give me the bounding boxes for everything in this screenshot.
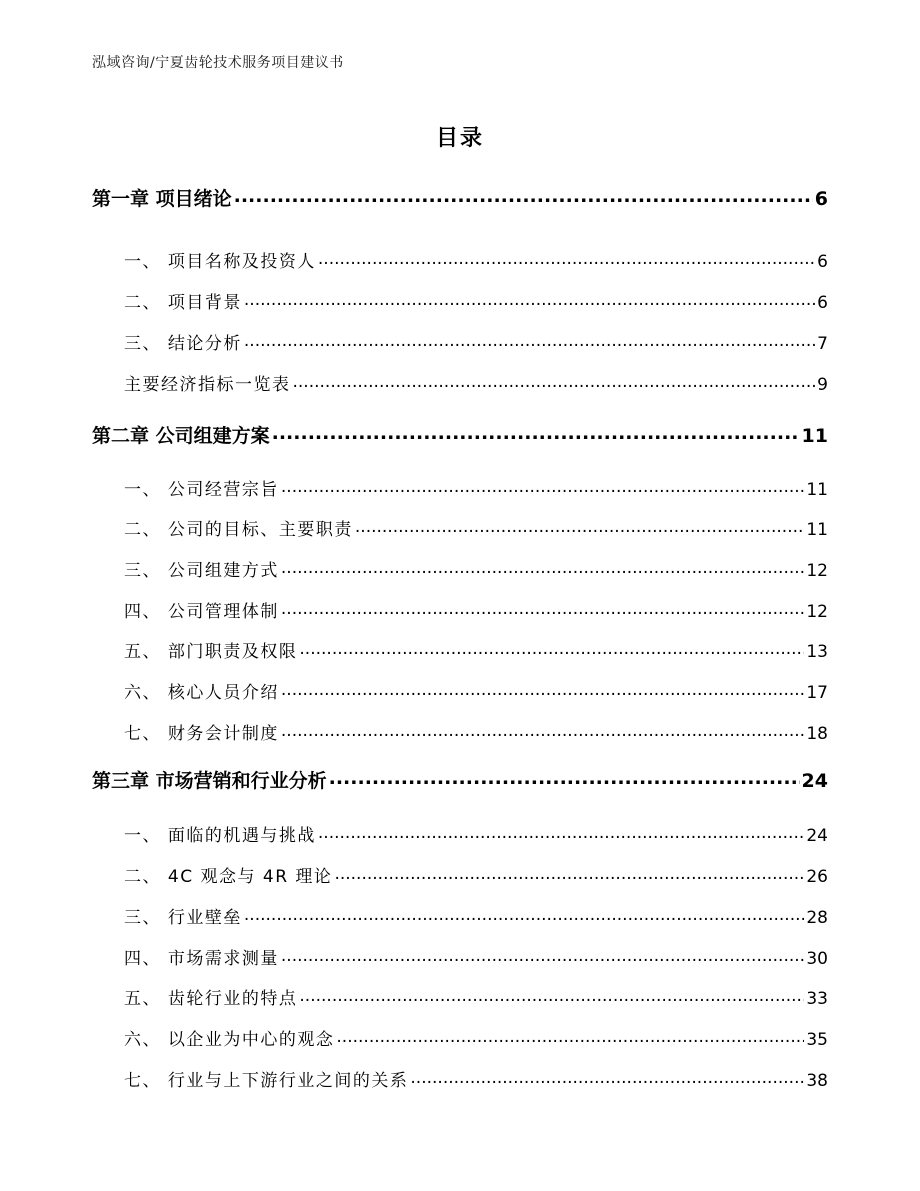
toc-entry-label: 主要经济指标一览表 [124,375,291,395]
toc-page-number: 30 [806,949,828,969]
toc-page-number: 17 [806,683,828,703]
toc-chapter-entry[interactable] [92,421,828,448]
toc-page-number: 26 [806,867,828,887]
toc-page-number: 6 [817,252,828,272]
toc-section-entry[interactable] [124,597,828,622]
toc-page-number: 11 [801,425,828,447]
running-header: 泓域咨询/宁夏齿轮技术服务项目建议书 [92,55,344,71]
toc-entry-label: 六、 核心人员介绍 [124,683,279,703]
toc-dot-leader [318,250,815,267]
toc-dot-leader [355,518,804,535]
toc-page-number: 6 [814,188,828,210]
toc-entry-label: 二、 4C 观念与 4R 理论 [124,867,333,887]
toc-page-number: 33 [806,989,828,1009]
toc-dot-leader [334,865,804,882]
toc-section-entry[interactable] [124,862,828,887]
toc-section-entry[interactable] [124,247,828,272]
toc-page-number: 11 [806,520,828,540]
toc-dot-leader [299,640,804,657]
toc-dot-leader [318,824,804,841]
toc-entry-label: 七、 财务会计制度 [124,724,279,744]
toc-page-number: 12 [806,602,828,622]
toc-entry-label: 二、 项目背景 [124,293,242,313]
toc-chapter-entry[interactable] [92,766,828,793]
toc-entry-label: 一、 项目名称及投资人 [124,252,316,272]
toc-dot-leader [281,478,804,495]
toc-dot-leader [281,722,804,739]
toc-page-number: 9 [817,375,828,395]
toc-page-number: 24 [806,826,828,846]
toc-section-entry[interactable] [124,1066,828,1091]
toc-page-number: 13 [806,642,828,662]
toc-page-number: 6 [817,293,828,313]
toc-section-entry[interactable] [124,821,828,846]
toc-entry-label: 四、 公司管理体制 [124,602,279,622]
toc-page-number: 7 [817,334,828,354]
toc-dot-leader [299,987,804,1004]
toc-dot-leader [410,1069,804,1086]
toc-section-entry[interactable] [124,719,828,744]
toc-section-entry[interactable] [124,556,828,581]
toc-title: 目录 [435,126,484,151]
toc-page-number: 28 [806,908,828,928]
toc-page-number: 12 [806,561,828,581]
toc-entry-label: 七、 行业与上下游行业之间的关系 [124,1071,409,1091]
toc-entry-label: 五、 齿轮行业的特点 [124,989,298,1009]
toc-dot-leader [336,1028,804,1045]
toc-entry-label: 一、 公司经营宗旨 [124,480,279,500]
toc-section-entry[interactable] [124,1025,828,1050]
toc-entry-label: 六、 以企业为中心的观念 [124,1030,335,1050]
toc-section-entry[interactable] [124,678,828,703]
toc-dot-leader [272,423,800,442]
toc-page-number: 18 [806,724,828,744]
toc-section-entry[interactable] [124,475,828,500]
toc-section-entry[interactable] [124,944,828,969]
toc-section-entry[interactable] [124,288,828,313]
toc-dot-leader [244,332,815,349]
toc-chapter-entry[interactable] [92,184,828,211]
toc-dot-leader [281,559,804,576]
toc-section-entry[interactable] [124,329,828,354]
toc-dot-leader [293,373,816,390]
toc-entry-label: 三、 结论分析 [124,334,242,354]
toc-section-entry[interactable] [124,903,828,928]
toc-dot-leader [244,291,815,308]
toc-entry-label: 四、 市场需求测量 [124,949,279,969]
toc-entry-label: 第一章 项目绪论 [92,188,232,210]
toc-entry-label: 二、 公司的目标、主要职责 [124,520,353,540]
toc-dot-leader [234,186,813,205]
toc-section-entry[interactable] [124,984,828,1009]
toc-entry-label: 三、 公司组建方式 [124,561,279,581]
toc-section-entry[interactable] [124,637,828,662]
toc-entry-label: 第二章 公司组建方案 [92,425,270,447]
toc-entry-label: 三、 行业壁垒 [124,908,242,928]
toc-dot-leader [281,681,804,698]
toc-entry-label: 五、 部门职责及权限 [124,642,298,662]
toc-dot-leader [281,600,804,617]
toc-section-entry[interactable] [124,515,828,540]
toc-dot-leader [281,947,804,964]
toc-page-number: 38 [806,1071,828,1091]
toc-page-number: 11 [806,480,828,500]
toc-dot-leader [244,906,804,923]
toc-page-number: 24 [801,770,828,792]
toc-entry-label: 一、 面临的机遇与挑战 [124,826,316,846]
toc-page-number: 35 [806,1030,828,1050]
toc-dot-leader [329,768,800,787]
toc-entry-label: 第三章 市场营销和行业分析 [92,770,327,792]
toc-section-entry[interactable] [124,370,828,395]
